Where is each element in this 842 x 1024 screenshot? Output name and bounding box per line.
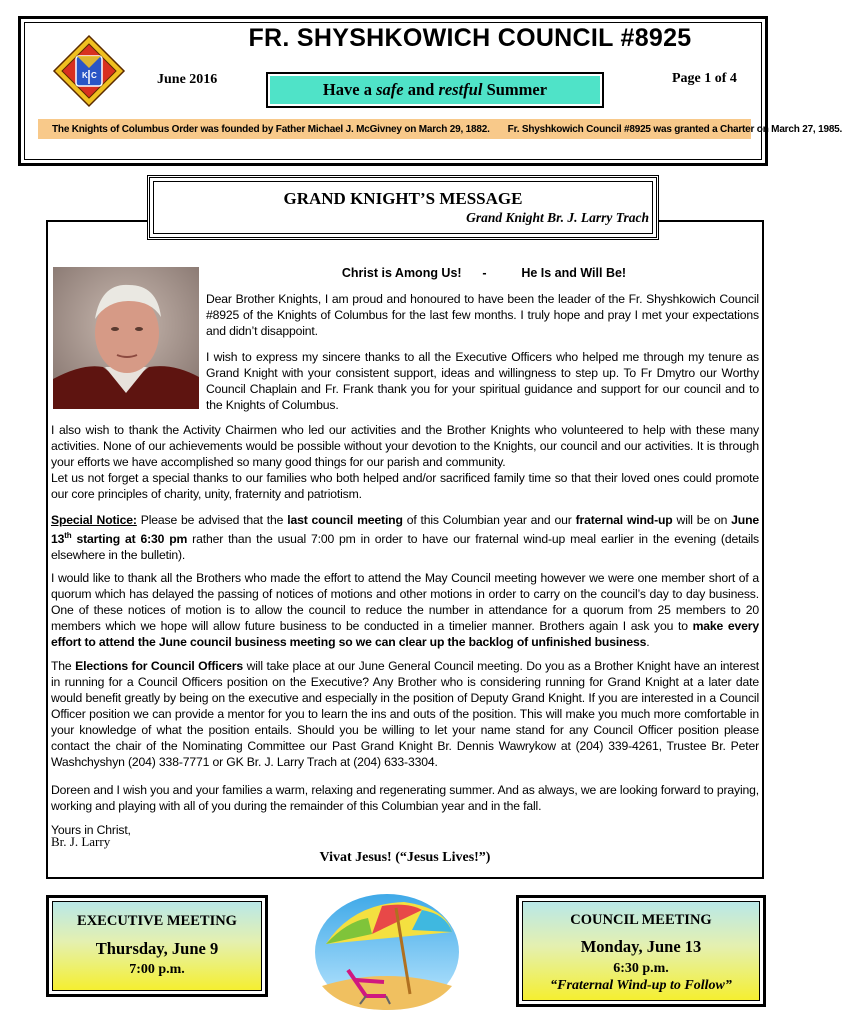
motto-text: and (407, 80, 435, 99)
emphasis-text: starting at 6:30 pm (71, 532, 188, 547)
headline-left: Christ is Among Us! (341, 266, 462, 280)
summer-motto (270, 76, 600, 104)
paragraph-text: I also wish to thank the Activity Chairmen who led our activities and the Brother Knights who volunteered to help with these many activities. None of our achievements would be possible without your devotion to the Knights, our council and our activities. It is through your efforts we have accomplished so many good things for our parish and community. (51, 423, 759, 469)
history-charter: Fr. Shyshkowich Council #8925 was granted a Charter on March 27, 1985. (507, 123, 842, 135)
history-founding: The Knights of Columbus Order was founded by Father Michael J. McGivney on March 29, 1882. (52, 123, 490, 135)
paragraph-intro: Dear Brother Knights, I am proud and honoured to have been the leader of the Fr. Shyshkowich Council #8925 of the Knights of Columbus for the last few months. I truly hope and pray I met your expectations and didn’t disappoint. (206, 292, 759, 338)
signature: Br. J. Larry (51, 834, 111, 849)
paragraph-quorum (51, 570, 759, 650)
paragraph-thanks-chairmen (51, 422, 759, 502)
svg-text:K: K (82, 71, 88, 80)
issue-date: June 2016 (157, 72, 218, 87)
knights-of-columbus-emblem (52, 34, 126, 108)
emphasis-text: last council meeting (287, 513, 403, 527)
paragraph-summer-wishes: Doreen and I wish you and your families a warm, relaxing and regenerating summer. And as always, we are looking forward to praying, working and playing with all of you during the remainder of this Columbian year and in the fall. (51, 783, 759, 813)
emphasis-text: June 13 (51, 513, 760, 547)
paragraph-text: Let us not forget a special thanks to our families who both helped and/or sacrificed family time so that their loved ones could promote our core principles of charity, unity, fraternity and patriotism. (51, 471, 759, 501)
executive-meeting-title: EXECUTIVE MEETING (77, 913, 237, 929)
emphasis-text: make every effort to attend the June council business meeting so we can clear up the backlog of unfinished business (51, 619, 759, 649)
executive-meeting-time: 7:00 p.m. (129, 962, 185, 977)
council-meeting-title: COUNCIL MEETING (570, 912, 712, 928)
motto-text: Have a (322, 80, 372, 99)
ordinal-suffix: th (64, 531, 72, 540)
message-author: Grand Knight Br. J. Larry Trach (466, 210, 649, 225)
special-notice-label: Special Notice: (51, 513, 137, 527)
emphasis-text: fraternal wind-up (575, 513, 673, 527)
paragraph-text: The (51, 659, 76, 673)
message-headline (206, 266, 762, 280)
council-meeting-day: Monday, June 13 (580, 937, 702, 956)
paragraph-text: I would like to thank all the Brothers who made the effort to attend the May Council meeting however we were one member short of a quorum which has delayed the passing of notices of motions and other motions in order to carry on the council’s day to day business. One of these notices of motion is to allow the council to reduce the number in attendance for a quorum from 25 members to 20 members which we hope will allow future business to be conducted in a timelier manner. Brothers again I ask you to (51, 571, 759, 633)
beach-umbrella-illustration (312, 886, 462, 1012)
council-meeting-time: 6:30 p.m. (613, 961, 669, 976)
svg-text:C: C (91, 71, 97, 80)
headline-right: He Is and Will Be! (521, 266, 627, 280)
vivat-jesus: Vivat Jesus! (“Jesus Lives!”) (319, 850, 491, 865)
council-meeting-box (522, 901, 760, 1001)
grand-knight-photo (53, 267, 199, 409)
message-title: GRAND KNIGHT’S MESSAGE (283, 189, 523, 208)
paragraph-text: will take place at our June General Council meeting. Do you as a Brother Knight have an interest in running for a Council Officers position on the Executive? Any Brother who is considering running for Grand Knight at a later date would benefit greatly by being on the executive and especially in the position of Deputy Grand Knight. If you are interested in a Council Officer position we can provide a mentor for you to learn the ins and outs of the position. This will make you much more comfortable in your knowledge of what the position entails. Should you be willing to let your name stand for any Council Officer position please contact the chair of the Nominating Committee our Past Grand Knight Br. Dennis Wawrykow at (204) 339-4261, Trustee Br. Peter Washchyshyn (204) 338-7771 or GK Br. J. Larry Trach at (204) 633-3304. (51, 659, 759, 769)
motto-restful: restful (438, 80, 483, 99)
executive-meeting-box (52, 901, 262, 991)
paragraph-text: . (646, 635, 650, 649)
executive-meeting-day: Thursday, June 9 (95, 939, 219, 958)
history-banner (38, 119, 842, 139)
headline-dash: - (482, 266, 487, 280)
paragraph-text: rather than the usual 7:00 pm in order to have our fraternal wind-up meal earlier in the evening (details elsewhere in the bulletin). (51, 532, 760, 563)
paragraph-text: of this Columbian year and our (402, 513, 576, 527)
page-number: Page 1 of 4 (672, 71, 737, 86)
motto-safe: safe (376, 80, 404, 99)
paragraph-text: will be on (672, 513, 732, 527)
closing-line: Yours in Christ, (51, 823, 131, 837)
newsletter-title: FR. SHYSHKOWICH COUNCIL #8925 (248, 24, 692, 52)
paragraph-text: Please be advised that the (136, 513, 288, 527)
paragraph-special-notice (51, 512, 759, 563)
motto-text: Summer (486, 80, 548, 99)
paragraph-thanks-executive: I wish to express my sincere thanks to all the Executive Officers who helped me through my tenure as Grand Knight with your consistent support, ideas and willingness to step up. To Fr Dmytro our Worthy Council Chaplain and Fr. Frank thank you for your spiritual guidance and support for our council and to the Knights of Columbus. (206, 350, 759, 412)
paragraph-elections (51, 658, 759, 770)
emphasis-text: Elections for Council Officers (75, 659, 244, 673)
council-meeting-note: “Fraternal Wind-up to Follow” (550, 978, 732, 993)
